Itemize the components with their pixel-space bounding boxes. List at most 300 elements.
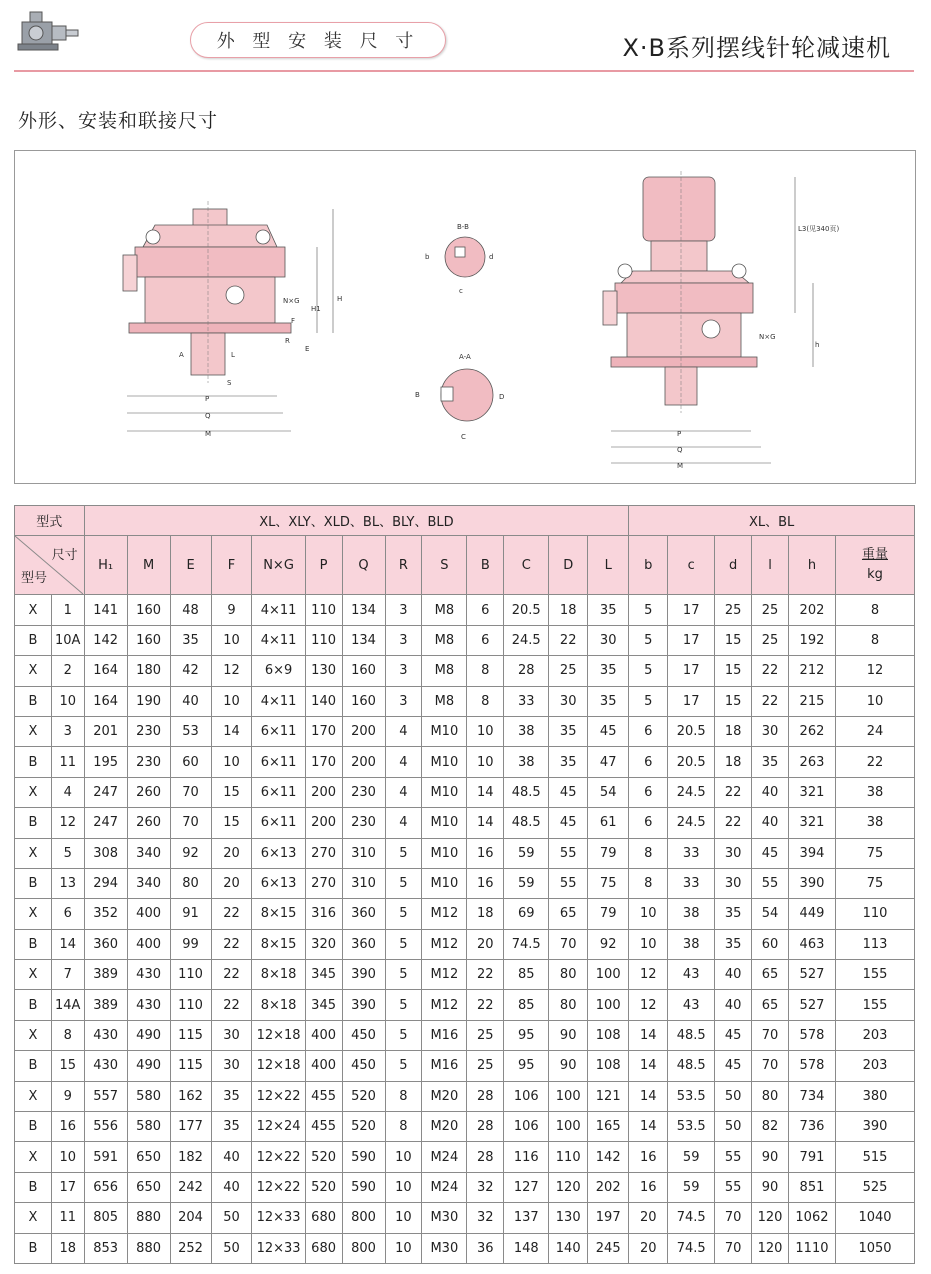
table-cell: 22: [467, 990, 504, 1020]
table-cell: 6: [629, 777, 668, 807]
table-cell: 113: [836, 929, 915, 959]
column-header: N×G: [252, 536, 305, 595]
table-cell: 43: [668, 990, 715, 1020]
table-cell: 95: [504, 1051, 549, 1081]
table-cell: 8: [385, 1081, 422, 1111]
table-cell: 5: [385, 960, 422, 990]
table-cell: 35: [549, 716, 588, 746]
table-cell: 74.5: [504, 929, 549, 959]
table-cell: 110: [170, 960, 211, 990]
table-cell: 95: [504, 1020, 549, 1050]
table-cell: 80: [170, 868, 211, 898]
model-label: 型号: [21, 571, 48, 587]
table-cell: 5: [385, 899, 422, 929]
table-cell: 270: [305, 838, 342, 868]
table-cell: 24.5: [668, 808, 715, 838]
table-cell: 6×11: [252, 777, 305, 807]
type-cell: B: [15, 1172, 52, 1202]
table-cell: 10: [629, 929, 668, 959]
type-cell: X: [15, 595, 52, 625]
table-cell: 80: [549, 960, 588, 990]
table-cell: 35: [752, 747, 789, 777]
table-cell: 310: [342, 838, 385, 868]
table-row: [15, 838, 915, 868]
table-cell: 148: [504, 1233, 549, 1263]
table-cell: 100: [588, 960, 629, 990]
table-cell: 578: [788, 1020, 835, 1050]
table-cell: 10: [385, 1142, 422, 1172]
table-cell: 120: [752, 1203, 789, 1233]
type-cell: X: [15, 838, 52, 868]
table-cell: 12×22: [252, 1142, 305, 1172]
table-cell: 202: [588, 1172, 629, 1202]
table-cell: 38: [836, 777, 915, 807]
table-cell: 260: [127, 808, 170, 838]
table-cell: 38: [504, 747, 549, 777]
dim-label-r: R: [285, 337, 290, 345]
table-cell: 33: [668, 868, 715, 898]
table-cell: M10: [422, 808, 467, 838]
table-row: [15, 716, 915, 746]
table-cell: 25: [715, 595, 752, 625]
table-cell: 69: [504, 899, 549, 929]
table-cell: 164: [84, 656, 127, 686]
table-cell: 5: [629, 625, 668, 655]
table-cell: 202: [788, 595, 835, 625]
table-cell: 65: [752, 960, 789, 990]
table-row: [15, 899, 915, 929]
table-cell: 4: [385, 747, 422, 777]
column-header: d: [715, 536, 752, 595]
table-cell: M30: [422, 1203, 467, 1233]
table-cell: 74.5: [668, 1203, 715, 1233]
table-cell: 59: [668, 1142, 715, 1172]
table-cell: 80: [549, 990, 588, 1020]
table-cell: 35: [715, 929, 752, 959]
table-cell: 880: [127, 1203, 170, 1233]
weight-unit: kg: [867, 567, 883, 583]
table-cell: 28: [467, 1081, 504, 1111]
table-cell: 360: [342, 899, 385, 929]
table-cell: 192: [788, 625, 835, 655]
table-cell: 400: [305, 1020, 342, 1050]
table-cell: 40: [170, 686, 211, 716]
table-cell: 85: [504, 990, 549, 1020]
type-cell: X: [15, 899, 52, 929]
model-cell: 18: [51, 1233, 84, 1263]
type-cell: X: [15, 1081, 52, 1111]
type-cell: B: [15, 1233, 52, 1263]
table-cell: 345: [305, 960, 342, 990]
table-cell: 527: [788, 990, 835, 1020]
table-cell: 47: [588, 747, 629, 777]
table-cell: 28: [504, 656, 549, 686]
column-header: D: [549, 536, 588, 595]
weight-label: 重量: [861, 547, 888, 563]
table-cell: 45: [588, 716, 629, 746]
table-cell: 22: [836, 747, 915, 777]
table-cell: 155: [836, 960, 915, 990]
table-cell: 40: [715, 960, 752, 990]
table-cell: 520: [305, 1172, 342, 1202]
table-cell: 92: [170, 838, 211, 868]
dim-label-d-small: d: [489, 253, 494, 261]
table-cell: 200: [305, 777, 342, 807]
table-cell: 42: [170, 656, 211, 686]
table-cell: 590: [342, 1172, 385, 1202]
table-cell: 389: [84, 960, 127, 990]
table-cell: 115: [170, 1020, 211, 1050]
table-cell: M8: [422, 686, 467, 716]
table-cell: 8: [467, 656, 504, 686]
table-cell: M8: [422, 595, 467, 625]
table-cell: 10: [629, 899, 668, 929]
table-cell: 463: [788, 929, 835, 959]
table-cell: 28: [467, 1112, 504, 1142]
table-cell: 430: [84, 1051, 127, 1081]
table-cell: 247: [84, 777, 127, 807]
model-cell: 11: [51, 1203, 84, 1233]
table-cell: 6×13: [252, 838, 305, 868]
table-cell: 270: [305, 868, 342, 898]
table-cell: 48.5: [504, 808, 549, 838]
type-cell: X: [15, 960, 52, 990]
dim-label-s: S: [227, 379, 232, 387]
table-cell: 116: [504, 1142, 549, 1172]
table-cell: 137: [504, 1203, 549, 1233]
table-cell: 22: [211, 929, 252, 959]
table-cell: 6×13: [252, 868, 305, 898]
table-cell: 17: [668, 625, 715, 655]
table-cell: 48.5: [504, 777, 549, 807]
table-cell: 30: [715, 838, 752, 868]
header-divider: [14, 70, 914, 72]
table-cell: 400: [305, 1051, 342, 1081]
table-cell: 10: [836, 686, 915, 716]
table-cell: 17: [668, 686, 715, 716]
table-cell: 79: [588, 838, 629, 868]
table-cell: 580: [127, 1112, 170, 1142]
table-cell: 15: [211, 777, 252, 807]
table-row: [15, 1020, 915, 1050]
table-cell: 791: [788, 1142, 835, 1172]
table-cell: 490: [127, 1051, 170, 1081]
table-cell: 590: [342, 1142, 385, 1172]
table-cell: 321: [788, 777, 835, 807]
table-cell: 190: [127, 686, 170, 716]
type-cell: B: [15, 990, 52, 1020]
table-cell: 455: [305, 1112, 342, 1142]
table-cell: 53: [170, 716, 211, 746]
table-cell: M20: [422, 1112, 467, 1142]
table-cell: 853: [84, 1233, 127, 1263]
table-cell: 6×9: [252, 656, 305, 686]
table-cell: 164: [84, 686, 127, 716]
table-cell: 6×11: [252, 716, 305, 746]
table-cell: 70: [549, 929, 588, 959]
table-cell: 12: [836, 656, 915, 686]
table-cell: 17: [668, 656, 715, 686]
table-cell: M16: [422, 1020, 467, 1050]
table-cell: 203: [836, 1051, 915, 1081]
table-cell: 230: [342, 777, 385, 807]
table-cell: 12: [629, 990, 668, 1020]
table-cell: M12: [422, 990, 467, 1020]
table-row: [15, 656, 915, 686]
section-aa-label: A-A: [459, 353, 471, 361]
table-cell: 20.5: [504, 595, 549, 625]
model-cell: 2: [51, 656, 84, 686]
reducer-logo-icon: [14, 4, 84, 60]
table-cell: 100: [549, 1112, 588, 1142]
type-cell: B: [15, 929, 52, 959]
type-label: 型式: [15, 506, 85, 536]
table-cell: 48.5: [668, 1051, 715, 1081]
section-bb-label: B-B: [457, 223, 469, 231]
table-cell: 60: [752, 929, 789, 959]
model-cell: 10: [51, 686, 84, 716]
type-cell: X: [15, 1203, 52, 1233]
table-cell: 6: [467, 625, 504, 655]
table-cell: 800: [342, 1203, 385, 1233]
table-cell: 345: [305, 990, 342, 1020]
section-pill-title: 外 型 安 装 尺 寸: [190, 22, 446, 58]
table-cell: 1040: [836, 1203, 915, 1233]
table-cell: 6×11: [252, 808, 305, 838]
table-cell: M12: [422, 899, 467, 929]
type-cell: B: [15, 1112, 52, 1142]
table-cell: 32: [467, 1203, 504, 1233]
model-cell: 13: [51, 868, 84, 898]
table-cell: 120: [752, 1233, 789, 1263]
table-cell: 4: [385, 716, 422, 746]
dim-label-nxg-right: N×G: [759, 333, 776, 341]
table-cell: 12×24: [252, 1112, 305, 1142]
table-cell: 360: [342, 929, 385, 959]
table-cell: 106: [504, 1081, 549, 1111]
table-cell: 320: [305, 929, 342, 959]
horizontal-reducer-drawing: [123, 201, 342, 438]
table-cell: 12×22: [252, 1081, 305, 1111]
table-cell: 90: [752, 1142, 789, 1172]
section-bb-drawing: [425, 223, 493, 295]
table-cell: 75: [836, 868, 915, 898]
size-label: 尺寸: [51, 548, 78, 564]
table-cell: 22: [211, 960, 252, 990]
table-cell: 390: [342, 960, 385, 990]
table-cell: 6: [629, 716, 668, 746]
column-header: F: [211, 536, 252, 595]
table-row: [15, 960, 915, 990]
table-row: [15, 686, 915, 716]
table-cell: 108: [588, 1020, 629, 1050]
table-cell: 16: [629, 1172, 668, 1202]
table-cell: 160: [127, 625, 170, 655]
model-cell: 3: [51, 716, 84, 746]
model-cell: 17: [51, 1172, 84, 1202]
table-cell: 38: [668, 929, 715, 959]
table-cell: 35: [211, 1081, 252, 1111]
table-cell: 160: [342, 656, 385, 686]
type-cell: B: [15, 625, 52, 655]
table-cell: 294: [84, 868, 127, 898]
table-cell: 1050: [836, 1233, 915, 1263]
table-cell: 3: [385, 595, 422, 625]
table-cell: 6×11: [252, 747, 305, 777]
dim-label-D: D: [499, 393, 505, 401]
table-cell: 4×11: [252, 595, 305, 625]
model-cell: 1: [51, 595, 84, 625]
table-cell: 121: [588, 1081, 629, 1111]
table-row: [15, 1203, 915, 1233]
table-cell: 12×18: [252, 1020, 305, 1050]
table-cell: 35: [588, 686, 629, 716]
table-cell: 4: [385, 777, 422, 807]
model-cell: 15: [51, 1051, 84, 1081]
type-cell: X: [15, 777, 52, 807]
table-cell: 8: [629, 868, 668, 898]
table-row: [15, 1081, 915, 1111]
column-header: R: [385, 536, 422, 595]
table-cell: 35: [549, 747, 588, 777]
table-cell: 25: [549, 656, 588, 686]
group1-label: XL、XLY、XLD、BL、BLY、BLD: [84, 506, 629, 536]
table-cell: 15: [715, 656, 752, 686]
table-cell: 10: [211, 625, 252, 655]
table-cell: 8: [629, 838, 668, 868]
table-cell: 30: [715, 868, 752, 898]
model-cell: 14: [51, 929, 84, 959]
column-header: c: [668, 536, 715, 595]
table-cell: 54: [752, 899, 789, 929]
table-cell: 25: [752, 625, 789, 655]
table-cell: 91: [170, 899, 211, 929]
type-cell: B: [15, 686, 52, 716]
table-row: [15, 1172, 915, 1202]
table-cell: 195: [84, 747, 127, 777]
table-cell: 140: [305, 686, 342, 716]
table-cell: 8: [836, 595, 915, 625]
weight-column-header: [836, 536, 915, 595]
dim-label-l3: L3(见340页): [798, 225, 840, 233]
table-cell: 5: [385, 1020, 422, 1050]
table-cell: 160: [342, 686, 385, 716]
dim-label-p-right: P: [677, 430, 682, 438]
table-cell: 12×22: [252, 1172, 305, 1202]
table-cell: 22: [752, 686, 789, 716]
table-cell: 80: [752, 1081, 789, 1111]
table-cell: 20: [211, 868, 252, 898]
table-cell: 22: [211, 990, 252, 1020]
table-cell: 8: [385, 1112, 422, 1142]
table-cell: 8×18: [252, 960, 305, 990]
type-cell: X: [15, 716, 52, 746]
table-cell: 203: [836, 1020, 915, 1050]
table-cell: 5: [385, 868, 422, 898]
table-body: [15, 595, 915, 1264]
table-row: [15, 1112, 915, 1142]
column-header: Q: [342, 536, 385, 595]
table-cell: 130: [549, 1203, 588, 1233]
table-cell: 520: [305, 1142, 342, 1172]
table-cell: 252: [170, 1233, 211, 1263]
table-cell: 316: [305, 899, 342, 929]
table-cell: 70: [752, 1051, 789, 1081]
table-cell: 215: [788, 686, 835, 716]
table-cell: 85: [504, 960, 549, 990]
table-row: [15, 777, 915, 807]
table-cell: 527: [788, 960, 835, 990]
table-cell: 4×11: [252, 625, 305, 655]
table-cell: 650: [127, 1172, 170, 1202]
table-cell: 3: [385, 625, 422, 655]
table-cell: 22: [752, 656, 789, 686]
table-cell: 20: [467, 929, 504, 959]
table-cell: 3: [385, 656, 422, 686]
type-cell: B: [15, 808, 52, 838]
table-cell: M24: [422, 1142, 467, 1172]
table-cell: 360: [84, 929, 127, 959]
model-cell: 4: [51, 777, 84, 807]
table-cell: M16: [422, 1051, 467, 1081]
table-cell: 59: [504, 868, 549, 898]
column-header: H₁: [84, 536, 127, 595]
table-cell: 5: [629, 686, 668, 716]
model-cell: 16: [51, 1112, 84, 1142]
table-cell: 400: [127, 899, 170, 929]
table-cell: 390: [342, 990, 385, 1020]
model-cell: 10A: [51, 625, 84, 655]
table-cell: 55: [715, 1172, 752, 1202]
table-cell: 35: [588, 595, 629, 625]
table-cell: 12×33: [252, 1203, 305, 1233]
table-cell: 70: [715, 1233, 752, 1263]
type-cell: B: [15, 747, 52, 777]
table-cell: 33: [504, 686, 549, 716]
table-row: [15, 625, 915, 655]
table-cell: 8: [467, 686, 504, 716]
table-cell: 680: [305, 1203, 342, 1233]
table-cell: 14: [467, 777, 504, 807]
table-cell: 18: [715, 747, 752, 777]
table-cell: 10: [211, 747, 252, 777]
type-cell: X: [15, 1020, 52, 1050]
table-cell: 12×18: [252, 1051, 305, 1081]
table-cell: 40: [752, 808, 789, 838]
table-cell: 6: [629, 747, 668, 777]
table-cell: 38: [668, 899, 715, 929]
table-cell: 55: [752, 868, 789, 898]
table-cell: 650: [127, 1142, 170, 1172]
type-cell: B: [15, 868, 52, 898]
table-cell: 38: [504, 716, 549, 746]
table-cell: 14: [467, 808, 504, 838]
table-cell: 340: [127, 838, 170, 868]
table-cell: 20: [629, 1233, 668, 1263]
table-cell: 120: [549, 1172, 588, 1202]
table-cell: 82: [752, 1112, 789, 1142]
model-cell: 11: [51, 747, 84, 777]
table-cell: 25: [467, 1020, 504, 1050]
table-cell: 48: [170, 595, 211, 625]
table-cell: 50: [715, 1081, 752, 1111]
table-cell: 35: [588, 656, 629, 686]
page-header: [0, 0, 931, 80]
table-cell: 14: [629, 1051, 668, 1081]
table-cell: 54: [588, 777, 629, 807]
table-cell: 100: [549, 1081, 588, 1111]
table-cell: 430: [127, 960, 170, 990]
